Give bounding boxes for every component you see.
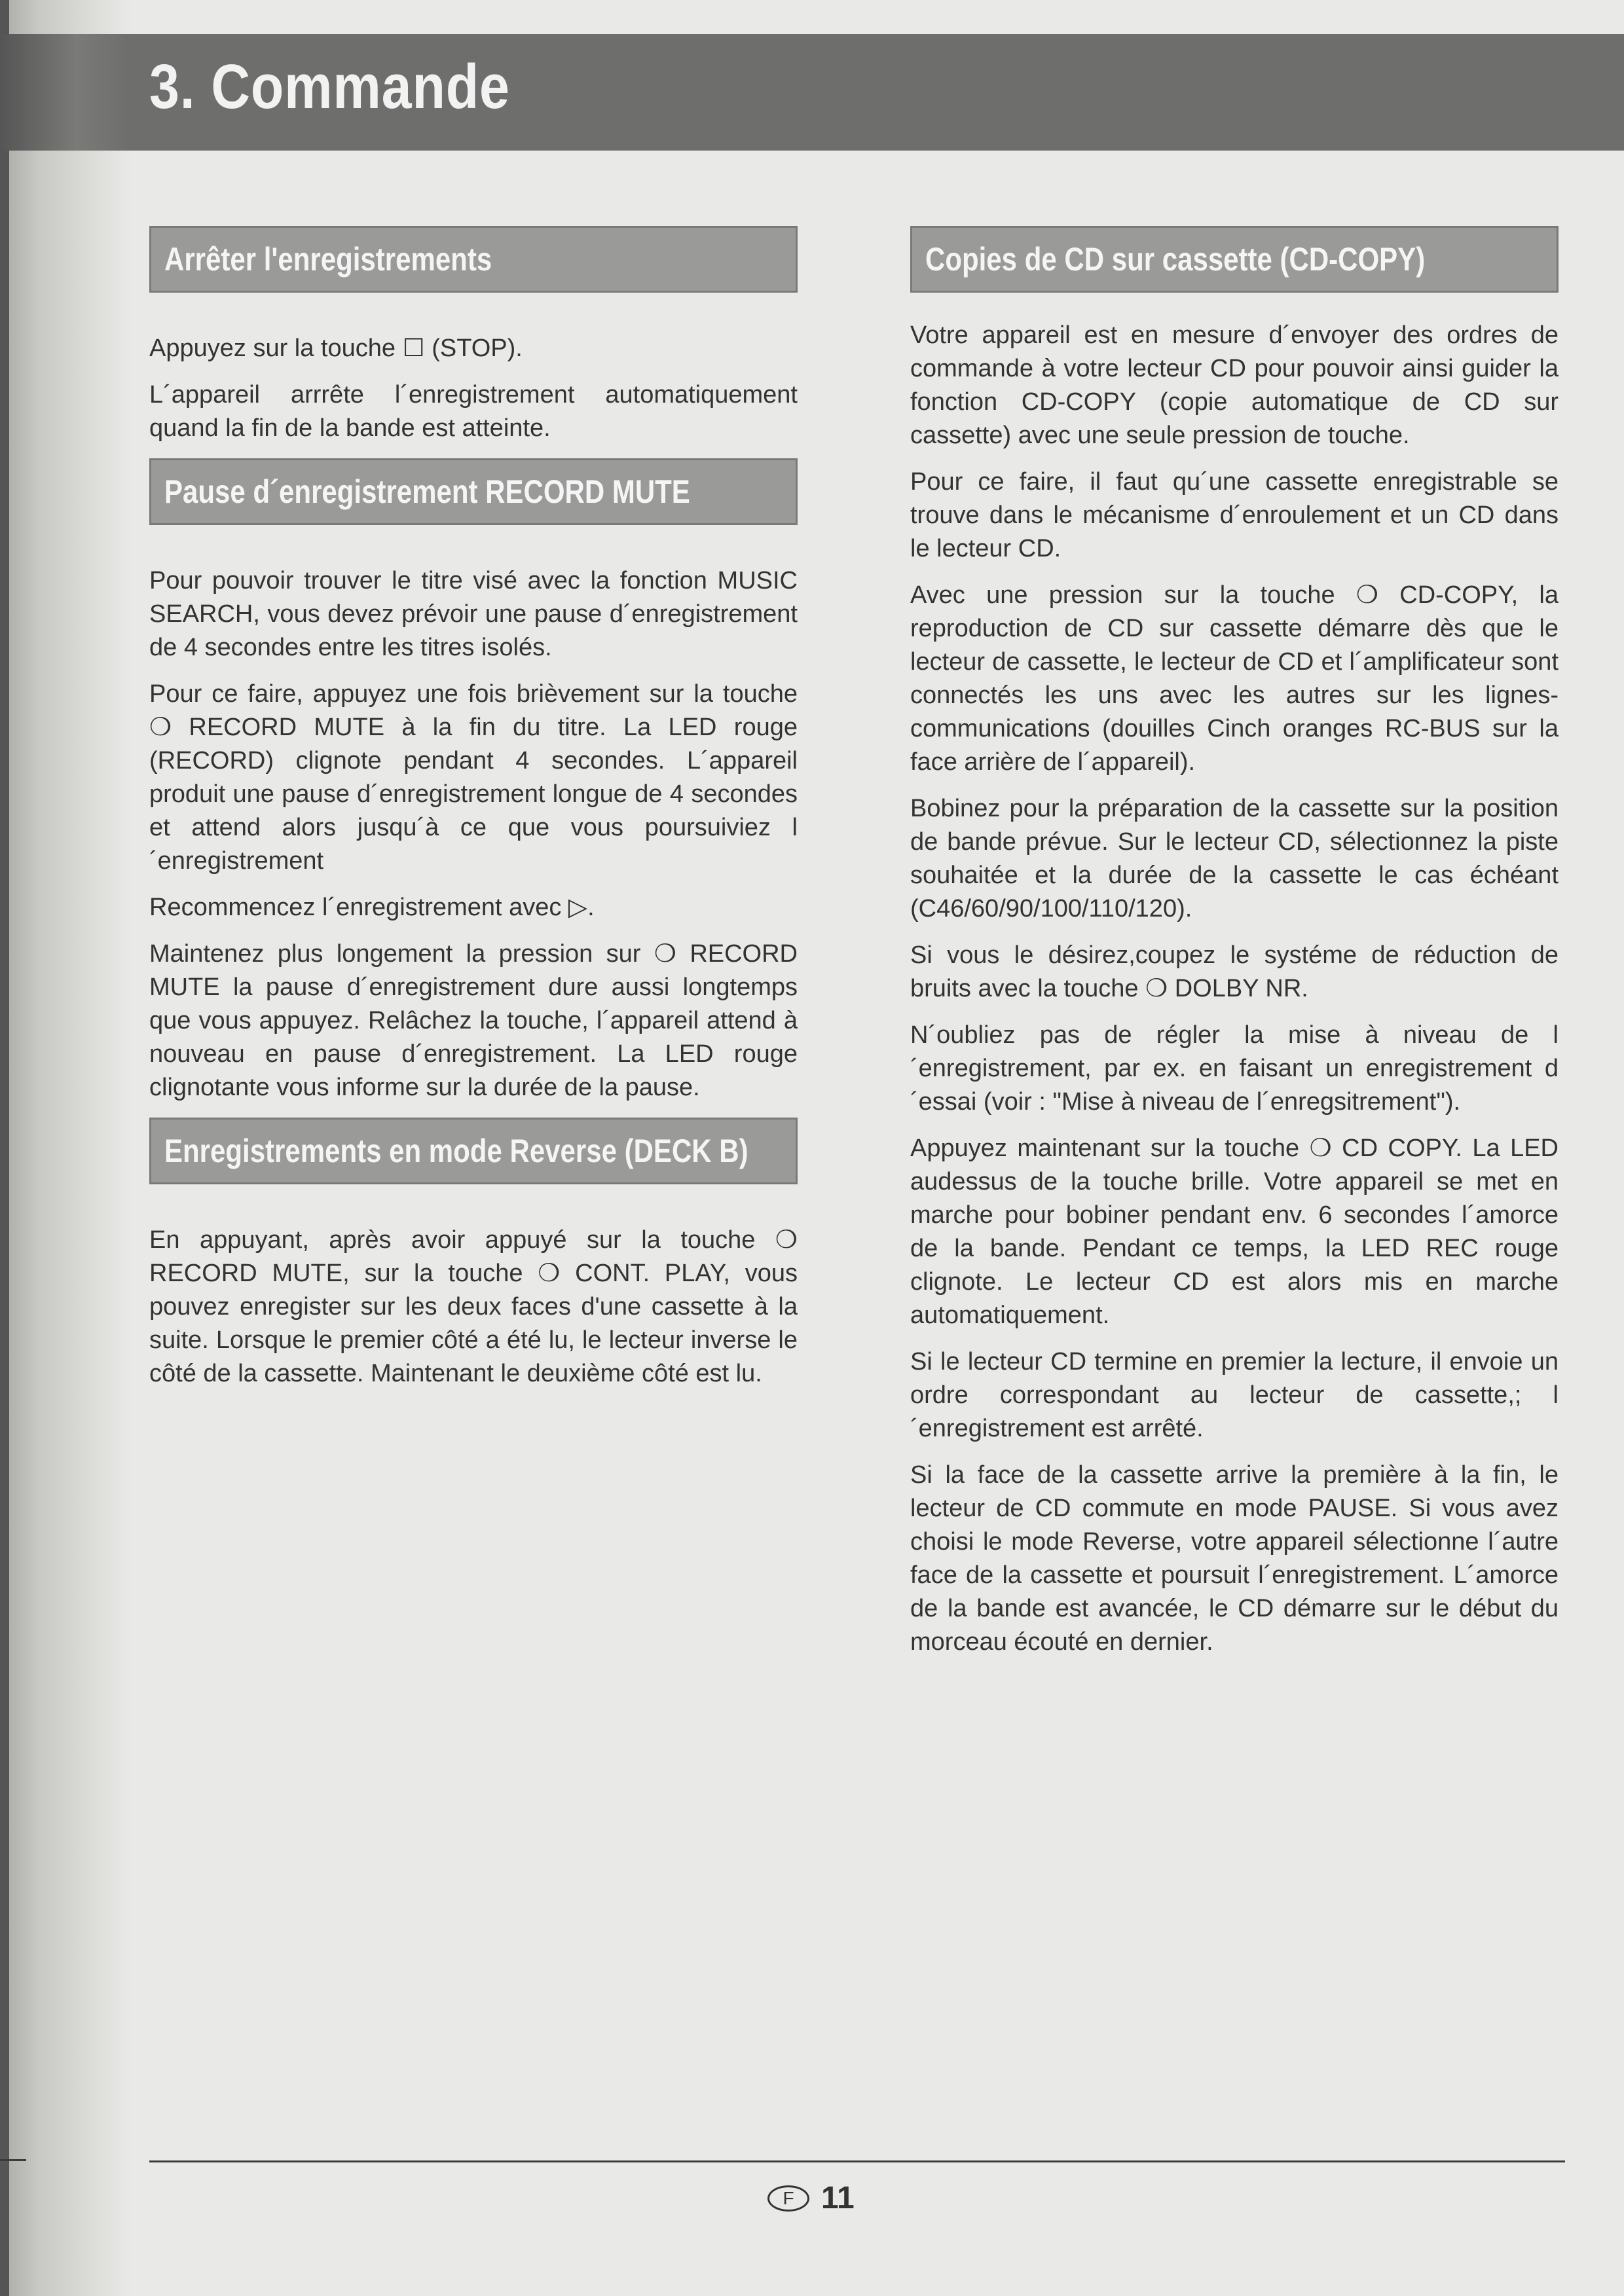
- left-column: [149, 226, 798, 1404]
- page-number: 11: [821, 2181, 855, 2215]
- section-record-mute: [149, 458, 798, 1104]
- section-heading: Copies de CD sur cassette (CD-COPY): [925, 241, 1426, 278]
- paragraph: Pour pouvoir trouver le titre visé avec la fonction MUSIC SEARCH, vous devez prévoir une pause d´enregistrement de 4 secondes entre les titres isolés.: [149, 567, 798, 661]
- section-stop-recording: [149, 226, 798, 445]
- section-heading-box: [149, 458, 798, 525]
- section-reverse-mode: [149, 1118, 798, 1391]
- section-heading-box: [910, 226, 1559, 293]
- header-left-strip: [0, 34, 128, 151]
- paragraph: Si la face de la cassette arrive la première à la fin, le lecteur de CD commute en mode PAUSE. Si vous avez choisi le mode Reverse, votre appareil sélectionne l´autre face de la cassette et poursuit l´enregistrement. L´amorce de la bande est avancée, le CD démarre sur le début du morceau écouté en dernier.: [910, 1461, 1559, 1656]
- section-body: [149, 564, 798, 1104]
- language-badge: F: [767, 2185, 809, 2212]
- right-column: [910, 226, 1559, 1672]
- page-footer: [767, 2180, 855, 2216]
- paragraph: Bobinez pour la préparation de la cassette sur la position de bande prévue. Sur le lecteur CD, sélectionnez la piste souhaitée et la durée de la cassette le cas échéant (C46/60/90/100/110/120).: [910, 795, 1559, 922]
- paragraph: Pour ce faire, appuyez une fois brièvement sur la touche ❍ RECORD MUTE à la fin du titre. La LED rouge (RECORD) clignote pendant 4 secondes. L´appareil produit une pause d´enregistrement longue de 4 secondes et attend alors jusqu´à ce que vous poursuiviez l´enregistrement: [149, 680, 798, 875]
- paragraph: En appuyant, après avoir appuyé sur la touche ❍ RECORD MUTE, sur la touche ❍ CONT. PLAY, vous pouvez enregister sur les deux faces d'une cassette à la suite. Lorsque le premier côté a été lu, le lecteur inverse le côté de la cassette. Maintenant le deuxième côté est lu.: [149, 1226, 798, 1387]
- paragraph: Votre appareil est en mesure d´envoyer des ordres de commande à votre lecteur CD pour pouvoir ainsi guider la fonction CD-COPY (copie automatique de CD sur cassette) avec une seule pression de touche.: [910, 321, 1559, 449]
- paragraph: Si vous le désirez,coupez le systéme de réduction de bruits avec la touche ❍ DOLBY NR.: [910, 941, 1559, 1002]
- binding-edge: [0, 0, 9, 2296]
- section-heading: Enregistrements en mode Reverse (DECK B): [164, 1133, 748, 1169]
- paragraph: L´appareil arrrête l´enregistrement automatiquement quand la fin de la bande est atteinte.: [149, 381, 798, 442]
- section-body: [149, 332, 798, 445]
- paragraph: Si le lecteur CD termine en premier la lecture, il envoie un ordre correspondant au lecteur de cassette,; l´enregistrement est arrêté.: [910, 1348, 1559, 1442]
- paragraph: Appuyez sur la touche ☐ (STOP).: [149, 335, 523, 362]
- binding-shadow: [0, 0, 131, 2296]
- paragraph: Recommencez l´enregistrement avec ▷.: [149, 894, 595, 921]
- footer-rule-left: [0, 2159, 26, 2161]
- paragraph: Avec une pression sur la touche ❍ CD-COPY, la reproduction de CD sur cassette démarre dès que le lecteur de cassette, le lecteur de CD et l´amplificateur sont connectés les uns avec les autres sur les lignes-communications (douilles Cinch oranges RC-BUS sur la face arrière de l´appareil).: [910, 581, 1559, 776]
- section-body: [910, 319, 1559, 1659]
- page-title: 3. Commande: [149, 52, 510, 122]
- paragraph: Appuyez maintenant sur la touche ❍ CD COPY. La LED audessus de la touche brille. Votre appareil se met en marche pour bobiner pendant env. 6 secondes l´amorce de la bande. Pendant ce temps, la LED REC rouge clignote. Le lecteur CD est alors mis en marche automatiquement.: [910, 1135, 1559, 1329]
- paragraph: N´oubliez pas de régler la mise à niveau de l´enregistrement, par ex. en faisant un enregistrement d´essai (voir : "Mise à niveau de l´enregsitrement").: [910, 1021, 1559, 1116]
- footer-rule: [149, 2160, 1565, 2162]
- section-cd-copy: [910, 226, 1559, 1659]
- section-body: [149, 1224, 798, 1391]
- section-heading: Pause d´enregistrement RECORD MUTE: [164, 473, 690, 510]
- section-heading-box: [149, 1118, 798, 1184]
- section-heading: Arrêter l'enregistrements: [164, 241, 492, 278]
- paragraph: Maintenez plus longement la pression sur ❍ RECORD MUTE la pause d´enregistrement dure aussi longtemps que vous appuyez. Relâchez la touche, l´appareil attend à nouveau en pause d´enregistrement. La LED rouge clignotante vous informe sur la durée de la pause.: [149, 940, 798, 1101]
- paragraph: Pour ce faire, il faut qu´une cassette enregistrable se trouve dans le mécanisme d´enroulement et un CD dans le lecteur CD.: [910, 468, 1559, 562]
- section-heading-box: [149, 226, 798, 293]
